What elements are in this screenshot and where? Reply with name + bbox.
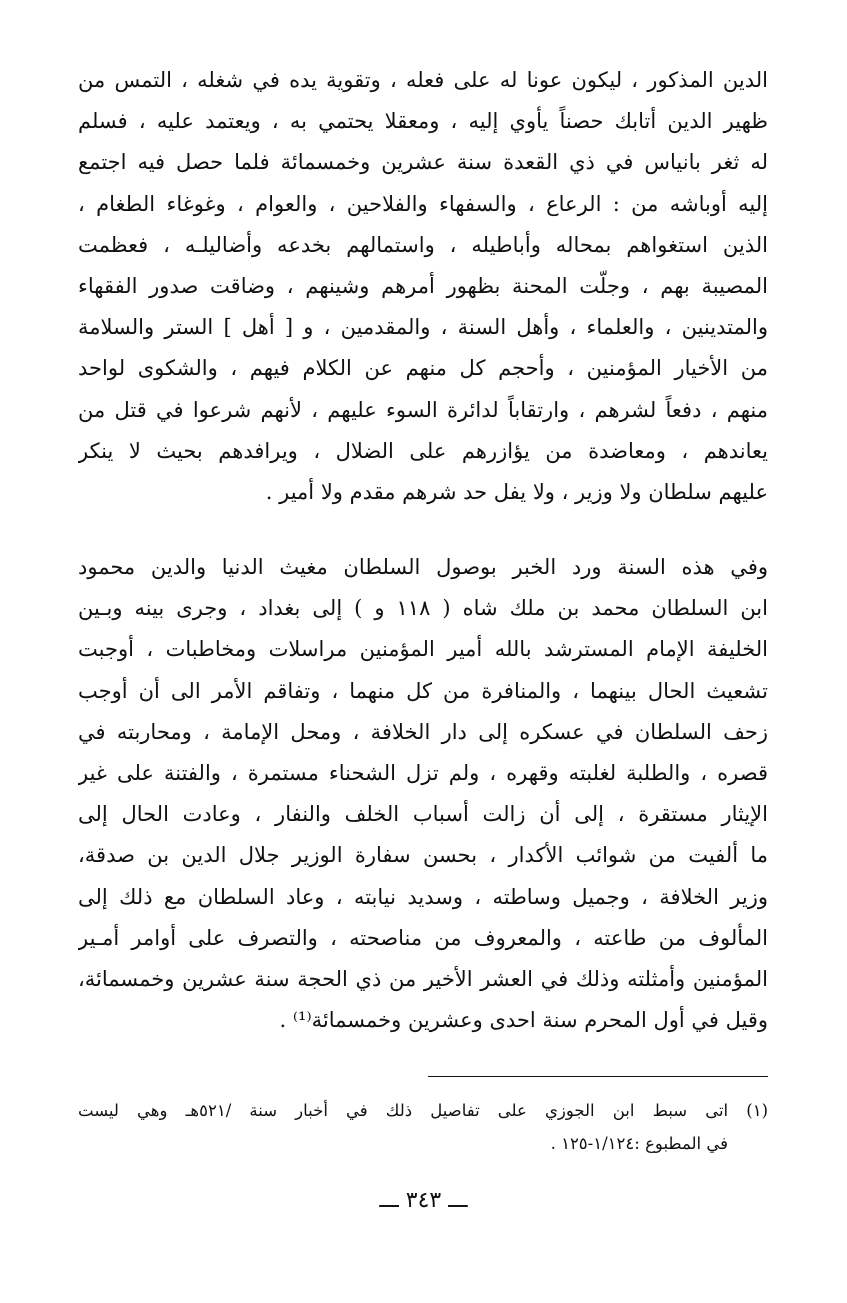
paragraph bbox=[78, 60, 768, 513]
text-line: وفي هذه السنة ورد الخبر بوصول السلطان مغيث الدنيا والدين محمود bbox=[78, 555, 768, 580]
footnotes bbox=[78, 1094, 768, 1160]
text-line: يعاندهم ، ومعاضدة من يؤازرهم على الضلال ، ويرافدهم بحيث لا ينكر bbox=[78, 438, 768, 463]
text-line: له ثغر بانياس في ذي القعدة سنة عشرين وخمسمائة فلما حصل فيه اجتمع bbox=[78, 150, 768, 175]
footnote-line: (١) اتى سبط ابن الجوزي على تفاصيل ذلك في أخبار سنة /٥٢١هـ وهي ليست bbox=[78, 1101, 768, 1120]
footnote-divider bbox=[428, 1076, 768, 1077]
text-line: الذين استغواهم بمحاله وأباطيله ، واستمالهم بخدعه وأضاليلـه ، فعظمت bbox=[78, 232, 768, 257]
text-line: وزير الخلافة ، وجميل وساطته ، وسديد نيابته ، وعاد السلطان مع ذلك إلى bbox=[78, 884, 768, 909]
text-line: زحف السلطان في عسكره إلى دار الخلافة ، ومحل الإمامة ، ومحاربته في bbox=[78, 719, 768, 744]
text-line: والمتدينين ، والعلماء ، وأهل السنة ، والمقدمين ، و [ أهل ] الستر والسلامة bbox=[78, 315, 768, 340]
text-line: ما ألفيت من شوائب الأكدار ، بحسن سفارة الوزير جلال الدين بن صدقة، bbox=[78, 843, 768, 868]
text-line: تشعيث الحال بينهما ، والمنافرة من كل منهما ، وتفاقم الأمر الى أن أوجب bbox=[78, 678, 768, 703]
footnote-line: في المطبوع :١/١٢٤-١٢٥ . bbox=[550, 1134, 728, 1153]
text-line: عليهم سلطان ولا وزير ، ولا يفل حد شرهم مقدم ولا أمير . bbox=[265, 479, 768, 504]
text-line: الإيثار مستقرة ، إلى أن زالت أسباب الخلف والنفار ، وعادت الحال إلى bbox=[78, 802, 768, 827]
text-line: المألوف من طاعته ، والمعروف من مناصحته ، والتصرف على أوامر أمـير bbox=[78, 925, 768, 950]
text-line: المصيبة بهم ، وجلّت المحنة بظهور أمرهم وشينهم ، وضاقت صدور الفقهاء bbox=[78, 273, 768, 298]
text-line: من الأخيار المؤمنين ، وأحجم كل منهم عن الكلام فيهم ، والشكوى لواحد bbox=[78, 356, 768, 381]
page-number: ـــ ٣٤٣ ـــ bbox=[379, 1188, 468, 1213]
paragraph bbox=[78, 547, 768, 1041]
text-line: منهم ، دفعاً لشرهم ، وارتقاباً لدائرة السوء عليهم ، لأنهم شرعوا في قتل من bbox=[78, 397, 768, 422]
text-line: وقيل في أول المحرم سنة احدى وعشرين وخمسمائة⁽¹⁾ . bbox=[279, 1008, 768, 1033]
text-line: الدين المذكور ، ليكون عونا له على فعله ، وتقوية يده في شغله ، التمس من bbox=[78, 68, 768, 92]
paragraph-gap bbox=[78, 513, 768, 547]
text-line: إليه أوباشه من : الرعاع ، والسفهاء والفلاحين ، والعوام ، وغوغاء الطغام ، bbox=[78, 191, 768, 216]
text-line: الخليفة الإمام المسترشد بالله أمير المؤمنين مراسلات ومخاطبات ، أوجبت bbox=[78, 637, 768, 662]
text-line: المؤمنين وأمثلته وذلك في العشر الأخير من ذي الحجة سنة عشرين وخمسمائة، bbox=[78, 966, 768, 991]
text-line: ابن السلطان محمد بن ملك شاه ( ١١٨ و ) إلى بغداد ، وجرى بينه وبـين bbox=[78, 596, 768, 621]
text-line: ظهير الدين أتابك حصناً يأوي إليه ، ومعقلا يحتمي به ، ويعتمد عليه ، فسلم bbox=[78, 109, 768, 134]
main-text bbox=[78, 60, 768, 1041]
text-line: قصره ، والطلبة لغلبته وقهره ، ولم تزل الشحناء مستمرة ، والفتنة على غير bbox=[78, 761, 768, 785]
